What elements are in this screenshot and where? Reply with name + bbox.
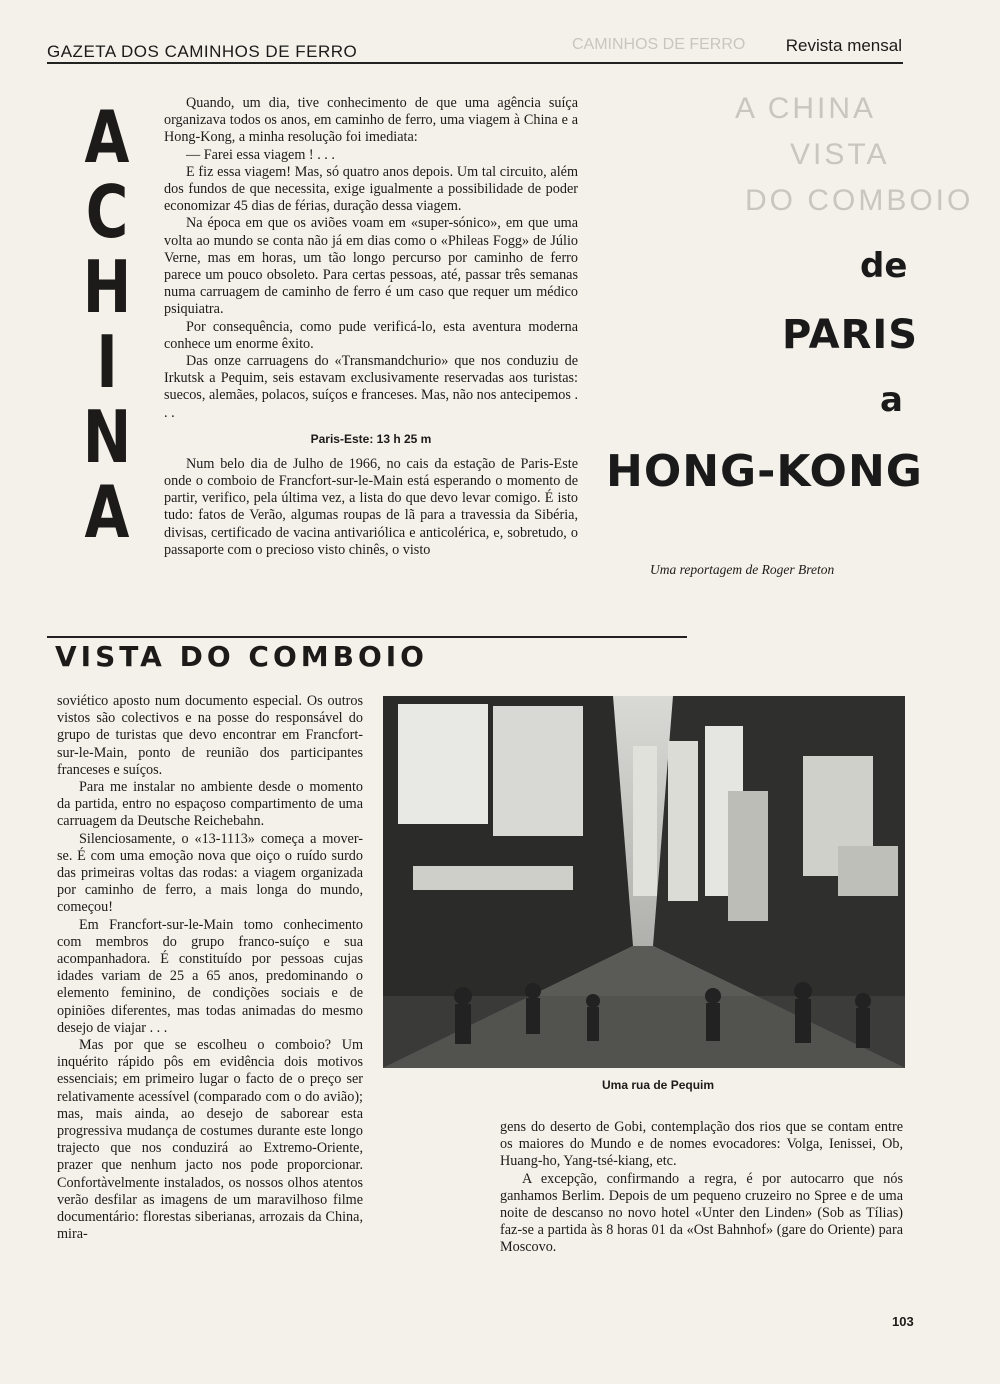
vertical-title-letter: N [82,394,132,480]
vertical-title-letter: C [85,169,129,255]
show-through-title: A CHINA [735,92,877,125]
paragraph: Por consequência, como pude verificá-lo, esta aventura moderna conhece um enorme êxito. [164,318,578,352]
vertical-title-letter: H [82,244,132,330]
street-photo [383,696,905,1068]
show-through-title: VISTA [790,138,890,171]
route-title-paris: PARIS [782,312,919,358]
paragraph: E fiz essa viagem! Mas, só quatro anos depois. Um tal circuito, além dos fundos de que necessita, exige igualmente a possibilidade de poder economizar 45 dias de férias, duração dessa viagem. [164,163,578,215]
page-number: 103 [892,1314,914,1329]
paragraph: Na época em que os aviões voam em «super-sónico», em que uma volta ao mundo se conta não já em dias como o «Phileas Fogg» de Júlio Verne, mas em horas, um tão longo percurso por caminho de ferro parece um pouco obsoleto. Para certas pessoas, até, passar três semanas numa carruagem de caminho de ferro é um caso que requer um médico psiquiatra. [164,215,578,318]
vertical-title-letter: A [84,94,130,180]
vertical-title [72,94,142,555]
paragraph: Silenciosamente, o «13-1113» começa a mover-se. É com uma emoção nova que oiço o ruído surdo das primeiras voltas das rodas: a viagem organizada por caminho de ferro, a mais longa do mundo, começou! [57,830,363,916]
article-column-2 [57,693,363,1244]
subtitle: VISTA DO COMBOIO [55,640,428,673]
paragraph: Em Francfort-sur-le-Main tomo conhecimento com membros do grupo franco-suíço e sua acompanhadora. É constituído por pessoas cujas idades variam de 25 a 65 anos, predominando o elemento feminino, de condições sociais e de opiniões diferentes, mas todas animadas do mesmo desejo de viajar . . . [57,916,363,1036]
paragraph: soviético aposto num documento especial. Os outros vistos são colectivos e na posse do responsável do grupo de turistas que devo encontrar em Francfort-sur-le-Main, ponto de reunião dos participantes franceses e suíços. [57,693,363,778]
paragraph: Mas por que se escolheu o comboio? Um inquérito rápido pôs em evidência dois motivos essenciais; em primeiro lugar o facto de o preço ser relativamente acessível (comparado com o do avião); mas, mais ainda, ao desejo de saborear esta progressiva mudança de costumes durante este longo trajecto que nos conduzirá ao Extremo-Oriente, prazer que nenhum jacto nos pode proporcionar. Confortàvelmente instalados, os nossos olhos atentos verão desfilar as imagens de um maravilhoso filme documentário: florestas siberianas, arrozais da China, mira- [57,1037,363,1243]
route-title-a: a [880,380,903,420]
header-divider [47,62,903,64]
photo-caption: Uma rua de Pequim [602,1078,715,1092]
journal-frequency: Revista mensal [785,36,902,55]
paragraph: gens do deserto de Gobi, contemplação dos rios que se contam entre os maiores do Mundo e de nomes evocadores: Volga, Ienissei, Ob, Huang-ho, Yang-tsé-kiang, etc. [500,1119,903,1170]
byline: Uma reportagem de Roger Breton [650,562,835,577]
paragraph: Quando, um dia, tive conhecimento de que uma agência suíça organizava todos os anos, em caminho de ferro, uma viagem à China e a Hong-Kong, a minha resolução foi imediata: [164,95,578,146]
paragraph: Das onze carruagens do «Transmandchurio» que nos conduziu de Irkutsk a Pequim, seis estavam exclusivamente reservadas aos turistas: suecos, alemães, polacos, suíços e franceses. Mas, não nos antecipemos . . . [164,353,578,421]
paragraph: A excepção, confirmando a regra, é por autocarro que nós ganhamos Berlim. Depois de um pequeno cruzeiro no Spree e de uma noite de descanso no novo hotel «Unter den Linden» (Sob as Tílias) faz-se a partida às 8 horas 01 da «Ost Bahnhof» (gare do Oriente) para Moscovo. [500,1170,903,1256]
subtitle-divider [47,636,687,638]
vertical-title-letter: A [84,469,130,555]
article-column-3 [500,1119,903,1257]
vertical-title-letter: I [96,319,118,405]
paragraph: — Farei essa viagem ! . . . [186,146,335,163]
route-title-hongkong: HONG-KONG [606,446,923,497]
show-through-header: CAMINHOS DE FERRO [572,36,746,53]
journal-title: GAZETA DOS CAMINHOS DE FERRO [47,42,358,61]
show-through-title: DO COMBOIO [745,184,974,217]
route-title-de: de [860,246,908,286]
section-subheading: Paris-Este: 13 h 25 m [310,431,432,446]
paragraph: Num belo dia de Julho de 1966, no cais da estação de Paris-Este onde o comboio de Francfort-sur-le-Main está esperando o momento de partir, verifico, pela última vez, a lista do que devo levar comigo. É isto tudo: fatos de Verão, algumas roupas de lã para a travessia da Sibéria, divisas, certificado de vacina antivariólica e anticolérica, e, sobretudo, o passaporte com o precioso visto chinês, o visto [164,455,578,558]
paragraph: Para me instalar no ambiente desde o momento da partida, entro no espaçoso compartimento de uma carruagem da Deutsche Reichebahn. [57,779,363,830]
article-column-1 [164,95,578,559]
